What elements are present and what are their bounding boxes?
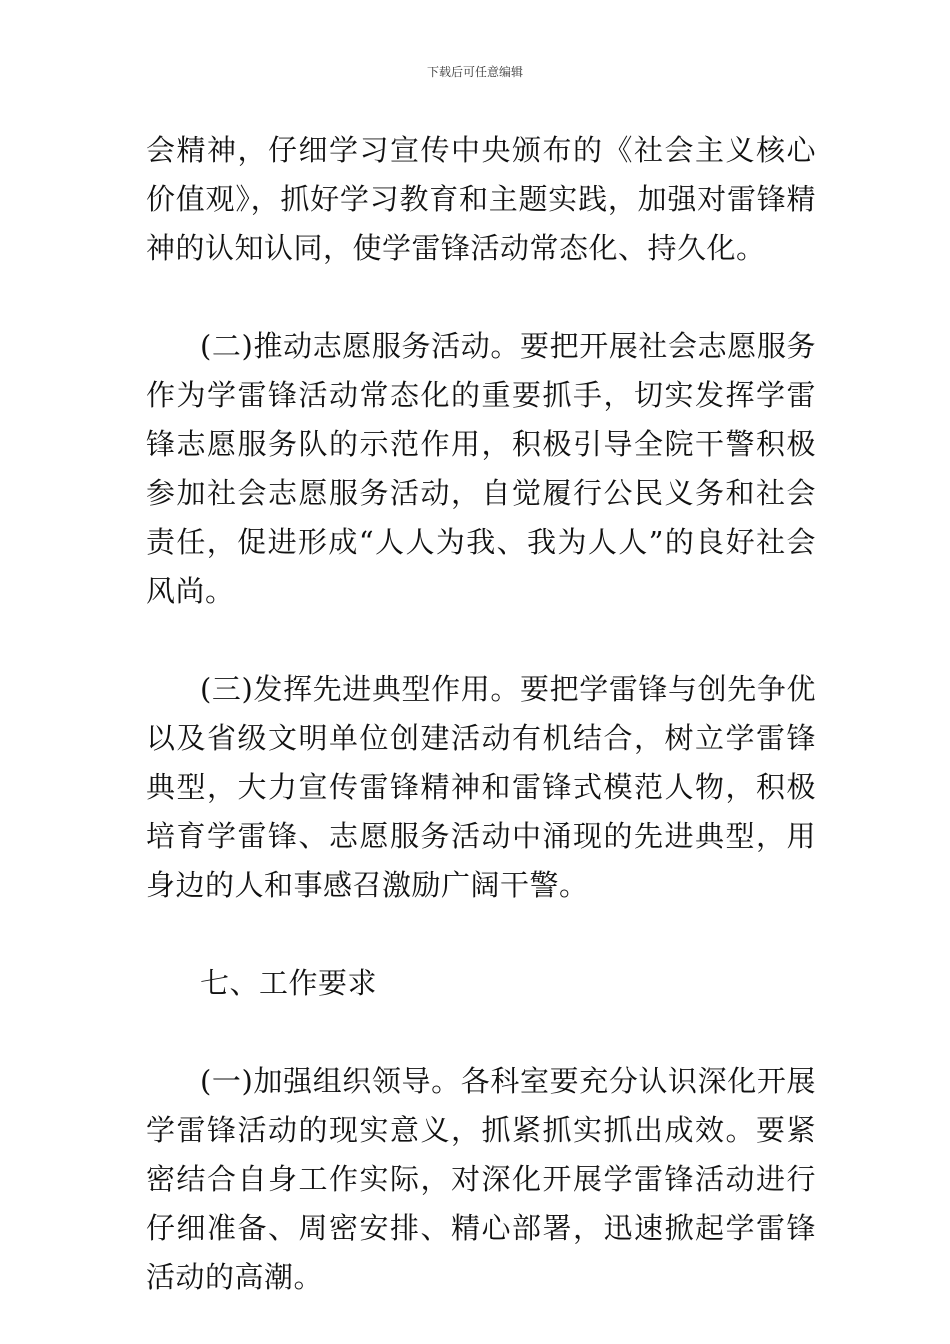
section-heading-work-requirements: 七、工作要求 [200, 966, 378, 1000]
header-note: 下载后可任意编辑 [426, 65, 523, 79]
paragraph-volunteer-service: (二)推动志愿服务活动。要把开展社会志愿服务作为学雷锋活动常态化的重要抓手，切实发挥学雷锋志愿服务队的示范作用，积极引导全院干警积极参加社会志愿服务活动，自觉履行公民义务和社会责任，促进形成“人人为我、我为人人”的良好社会风尚。 [146, 329, 816, 608]
paragraph-continuation: 会精神，仔细学习宣传中央颁布的《社会主义核心价值观》，抓好学习教育和主题实践，加强对雷锋精神的认知认同，使学雷锋活动常态化、持久化。 [146, 133, 816, 265]
paragraph-organization-leadership: (一)加强组织领导。各科室要充分认识深化开展学雷锋活动的现实意义，抓紧抓实抓出成效。要紧密结合自身工作实际，对深化开展学雷锋活动进行仔细准备、周密安排、精心部署，迅速掀起学雷锋活动的高潮。 [146, 1064, 816, 1294]
paragraph-advanced-models: (三)发挥先进典型作用。要把学雷锋与创先争优以及省级文明单位创建活动有机结合，树立学雷锋典型，大力宣传雷锋精神和雷锋式模范人物，积极培育学雷锋、志愿服务活动中涌现的先进典型，用身边的人和事感召激励广阔干警。 [146, 672, 816, 902]
document-body [146, 126, 816, 1302]
